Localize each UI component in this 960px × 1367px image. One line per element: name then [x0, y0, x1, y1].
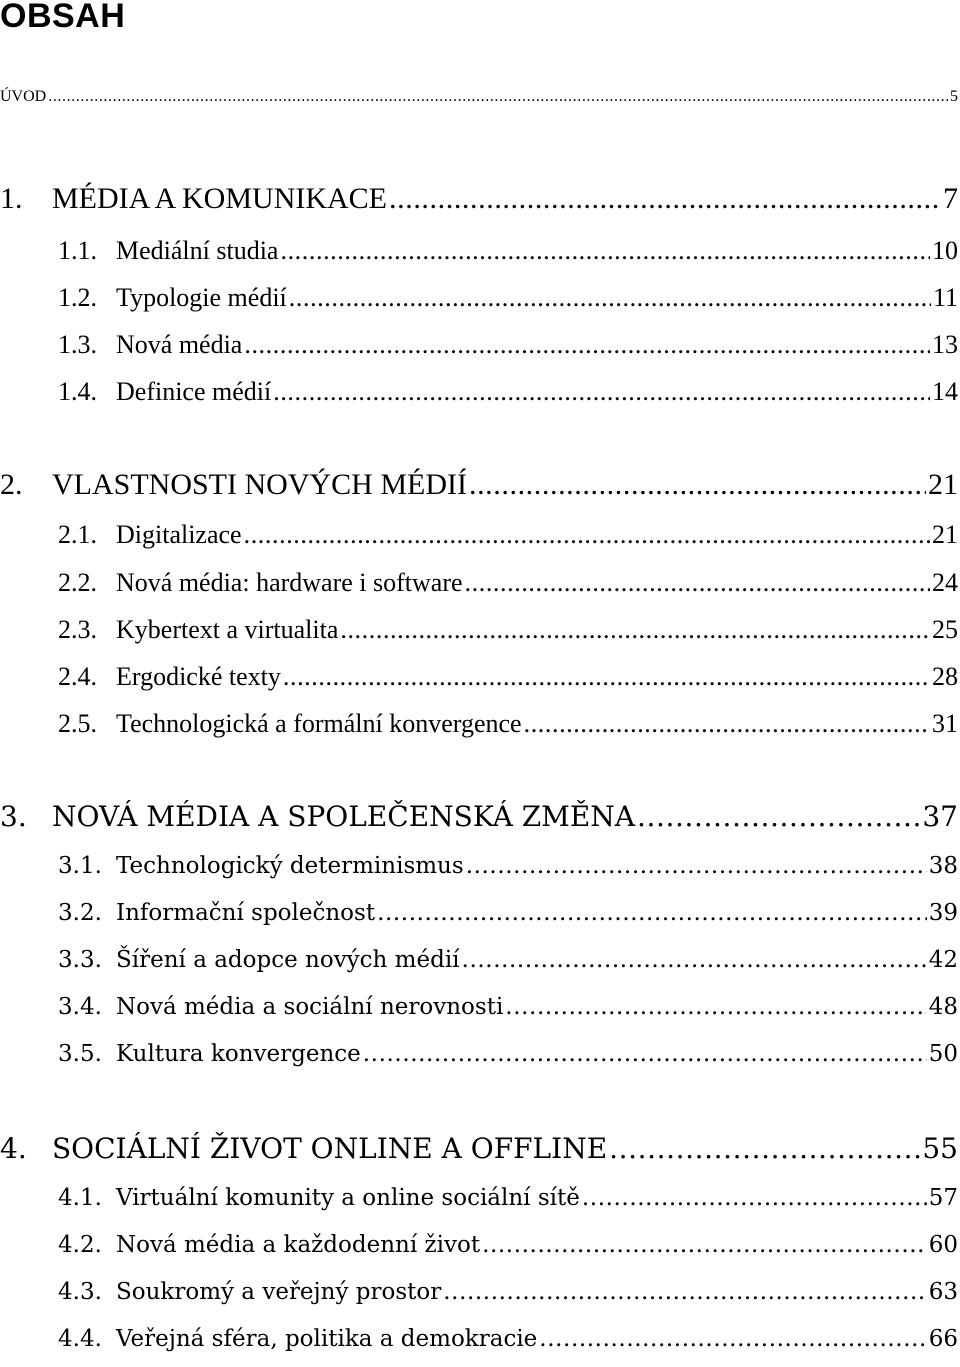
toc-entry-number: 3.2.	[58, 900, 102, 926]
toc-entry-title: Nová média	[116, 330, 243, 359]
dot-leader	[582, 1185, 927, 1211]
toc-entry-number: 2.	[0, 468, 23, 501]
toc-entry-title: Technologický determinismus	[116, 853, 464, 879]
dot-leader	[283, 662, 930, 692]
toc-subsection-entry[interactable]	[58, 568, 958, 598]
toc-entry-title: Nová média a sociální nerovnosti	[116, 994, 504, 1020]
toc-entry-title: MÉDIA A KOMUNIKACE	[52, 182, 388, 215]
dot-leader	[505, 994, 926, 1020]
toc-entry-title: Nová média a každodenní život	[116, 1232, 481, 1258]
toc-page-number: 11	[932, 283, 958, 312]
toc-entry-number: 3.1.	[58, 853, 102, 879]
toc-page-number: 63	[928, 1279, 958, 1305]
dot-leader	[462, 947, 927, 973]
toc-page-number: 48	[928, 994, 958, 1020]
toc-chapter-entry[interactable]	[0, 1132, 958, 1165]
toc-subsection-entry[interactable]	[58, 1185, 958, 1211]
toc-entry-title: Veřejná sféra, politika a demokracie	[116, 1326, 538, 1352]
toc-subsection-entry[interactable]	[58, 900, 958, 926]
toc-subsection-entry[interactable]	[58, 709, 958, 739]
toc-subsection-entry[interactable]	[58, 1232, 958, 1258]
toc-page-number: 21	[932, 520, 958, 549]
dot-leader	[637, 800, 920, 833]
dot-leader	[280, 236, 930, 266]
toc-entry-title: Nová média: hardware i software	[116, 568, 463, 597]
toc-entry-number: 2.3.	[58, 615, 97, 644]
toc-subsection-entry[interactable]	[58, 1326, 958, 1352]
toc-entry-title: Kultura konvergence	[116, 1041, 361, 1067]
toc-page-number: 55	[922, 1132, 958, 1165]
toc-page-number: 57	[928, 1185, 958, 1211]
dot-leader	[289, 283, 931, 313]
toc-entry-number: 3.	[0, 800, 27, 833]
toc-page-number: 37	[922, 800, 958, 833]
page-title: OBSAH	[0, 0, 126, 35]
toc-entry-title: Soukromý a veřejný prostor	[116, 1279, 442, 1305]
dot-leader	[609, 1132, 920, 1165]
dot-leader	[244, 330, 930, 360]
toc-entry-number: 4.3.	[58, 1279, 102, 1305]
toc-page-number: 38	[928, 853, 958, 879]
toc-subsection-entry[interactable]	[58, 615, 958, 645]
dot-leader	[244, 520, 930, 550]
toc-page-number: 31	[932, 709, 958, 738]
dot-leader	[482, 1232, 927, 1258]
toc-entry-number: 4.4.	[58, 1326, 102, 1352]
toc-page-number: 28	[932, 662, 958, 691]
toc-entry-title: VLASTNOSTI NOVÝCH MÉDIÍ	[52, 468, 467, 501]
toc-entry-number: 4.1.	[58, 1185, 102, 1211]
toc-subsection-entry[interactable]	[58, 377, 958, 407]
toc-page-number: 66	[928, 1326, 958, 1352]
toc-subsection-entry[interactable]	[58, 947, 958, 973]
toc-subsection-entry[interactable]	[58, 994, 958, 1020]
toc-subsection-entry[interactable]	[58, 1279, 958, 1305]
toc-entry-number: 1.4.	[58, 377, 97, 406]
dot-leader	[273, 377, 930, 407]
toc-subsection-entry[interactable]	[58, 236, 958, 266]
toc-entry-title: Informační společnost	[116, 900, 376, 926]
toc-entry-number: 1.2.	[58, 283, 97, 312]
toc-entry-number: 3.3.	[58, 947, 102, 973]
toc-page-number: 21	[928, 468, 958, 501]
toc-subsection-entry[interactable]	[58, 283, 958, 313]
toc-entry-number: 1.3.	[58, 330, 97, 359]
dot-leader	[363, 1041, 927, 1067]
toc-entry-title: Typologie médií	[116, 283, 287, 312]
toc-entry-title: Šíření a adopce nových médií	[116, 947, 460, 973]
toc-page-number: 42	[928, 947, 958, 973]
toc-subsection-entry[interactable]	[58, 520, 958, 550]
toc-page-number: 39	[928, 900, 958, 926]
toc-subsection-entry[interactable]	[58, 662, 958, 692]
toc-entry-title: Kybertext a virtualita	[116, 615, 339, 644]
toc-entry-title: Definice médií	[116, 377, 272, 406]
dot-leader	[539, 1326, 926, 1352]
toc-entry-number: 4.	[0, 1132, 27, 1165]
toc-page-number: 10	[932, 236, 958, 265]
toc-entry-title: Virtuální komunity a online sociální sítě	[116, 1185, 580, 1211]
toc-entry-number: 4.2.	[58, 1232, 102, 1258]
dot-leader	[465, 568, 930, 598]
toc-entry-title: Technologická a formální konvergence	[116, 709, 522, 738]
toc-page-number: 13	[932, 330, 958, 359]
dot-leader	[389, 182, 941, 216]
toc-entry-title: Ergodické texty	[116, 662, 281, 691]
dot-leader	[469, 468, 926, 502]
toc-entry-title: NOVÁ MÉDIA A SPOLEČENSKÁ ZMĚNA	[52, 800, 636, 833]
dot-leader	[340, 615, 930, 645]
toc-subsection-entry[interactable]	[58, 330, 958, 360]
toc-chapter-entry[interactable]	[0, 800, 958, 833]
toc-page-number: 7	[943, 182, 958, 215]
dot-leader	[443, 1279, 926, 1305]
dot-leader	[377, 900, 927, 926]
toc-chapter-entry[interactable]	[0, 182, 958, 216]
toc-page-number: 50	[928, 1041, 958, 1067]
toc-entry-number: 1.	[0, 182, 23, 215]
toc-page-number: 25	[932, 615, 958, 644]
toc-entry-number: 1.1.	[58, 236, 97, 265]
toc-entry-number: 3.5.	[58, 1041, 102, 1067]
toc-chapter-entry[interactable]	[0, 88, 958, 106]
toc-page-number: 60	[928, 1232, 958, 1258]
dot-leader	[48, 88, 948, 106]
toc-entry-title: SOCIÁLNÍ ŽIVOT ONLINE A OFFLINE	[52, 1132, 608, 1165]
toc-subsection-entry[interactable]	[58, 853, 958, 879]
dot-leader	[524, 709, 930, 739]
toc-entry-title: ÚVOD	[0, 88, 47, 105]
toc-page-number: 5	[950, 88, 958, 105]
toc-entry-number: 2.4.	[58, 662, 97, 691]
toc-entry-title: Mediální studia	[116, 236, 279, 265]
toc-page-number: 14	[932, 377, 958, 406]
toc-entry-title: Digitalizace	[116, 520, 242, 549]
toc-entry-number: 2.1.	[58, 520, 97, 549]
dot-leader	[466, 853, 927, 879]
toc-entry-number: 2.5.	[58, 709, 97, 738]
toc-entry-number: 2.2.	[58, 568, 97, 597]
toc-chapter-entry[interactable]	[0, 468, 958, 502]
toc-page-number: 24	[932, 568, 958, 597]
toc-entry-number: 3.4.	[58, 994, 102, 1020]
toc-subsection-entry[interactable]	[58, 1041, 958, 1067]
